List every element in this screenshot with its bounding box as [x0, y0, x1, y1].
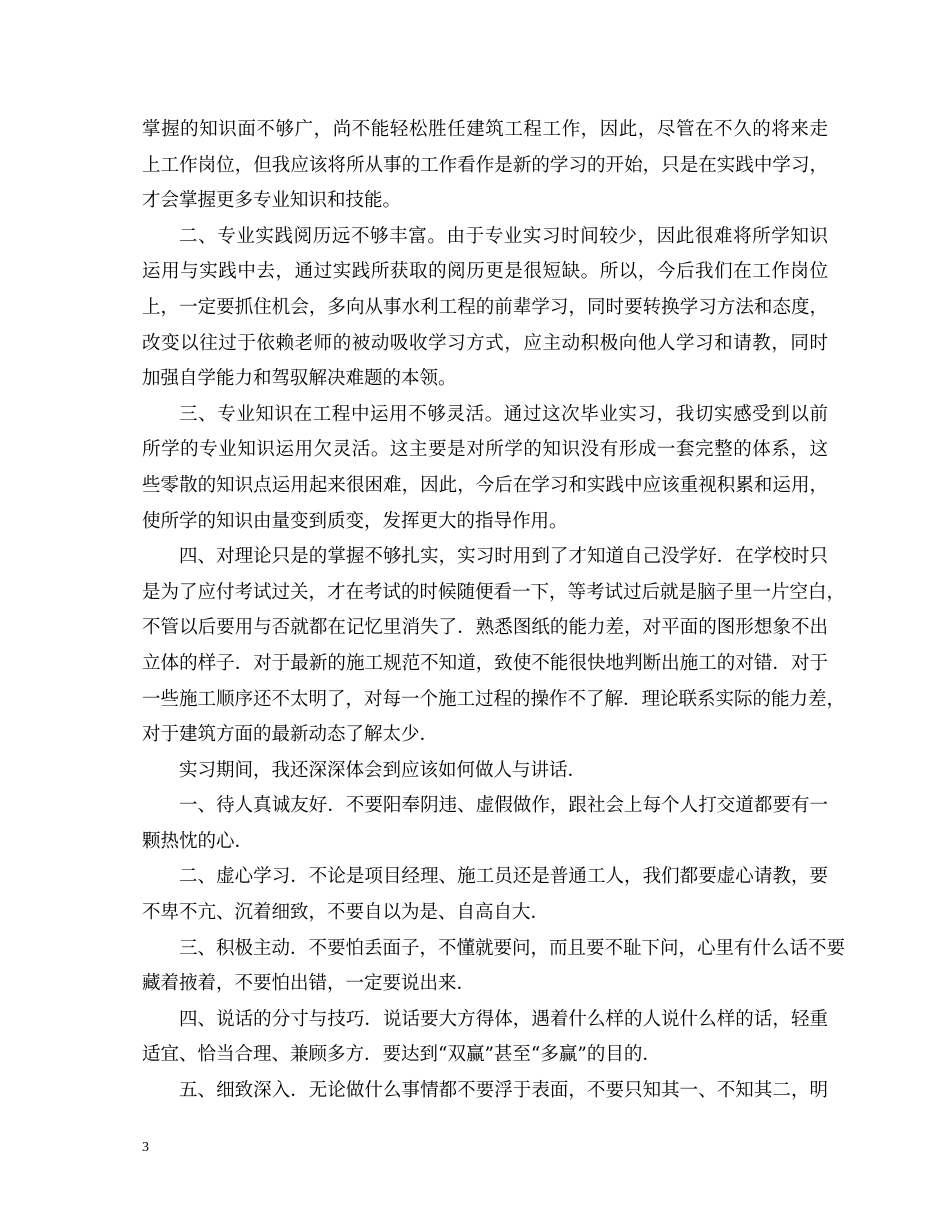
text-line: 上工作岗位，但我应该将所从事的工作看作是新的学习的开始，只是在实践中学习， — [142, 154, 828, 176]
text-line: 颗热忱的心． — [142, 830, 254, 852]
page-number: 3 — [142, 1140, 149, 1155]
text-line: 适宜、恰当合理、兼顾多方．要达到“双赢”甚至“多赢”的目的． — [142, 1044, 661, 1066]
text-line: 使所学的知识由量变到质变，发挥更大的指导作用。 — [142, 510, 568, 532]
text-line: 加强自学能力和驾驭解决难题的本领。 — [142, 368, 457, 390]
text-line: 四、对理论只是的掌握不够扎实，实习时用到了才知道自己没学好．在学校时只 — [179, 546, 828, 568]
text-line: 不卑不亢、沉着细致，不要自以为是、自高自大． — [142, 902, 550, 924]
text-line: 二、专业实践阅历远不够丰富。由于专业实习时间较少，因此很难将所学知识 — [179, 225, 828, 247]
text-line: 掌握的知识面不够广，尚不能轻松胜任建筑工程工作，因此，尽管在不久的将来走 — [142, 119, 828, 140]
text-line: 实习期间，我还深深体会到应该如何做人与讲话． — [179, 759, 587, 781]
text-line: 不管以后要用与否就都在记忆里消失了．熟悉图纸的能力差，对平面的图形想象不出 — [142, 617, 828, 639]
text-line: 些零散的知识点运用起来很困难，因此，今后在学习和实践中应该重视积累和运用， — [142, 474, 828, 496]
body-text — [142, 112, 846, 1109]
text-line: 三、积极主动．不要怕丢面子，不懂就要问，而且要不耻下问，心里有什么话不要 — [179, 937, 846, 959]
text-line: 四、说话的分寸与技巧．说话要大方得体，遇着什么样的人说什么样的话，轻重 — [179, 1008, 828, 1030]
text-line: 运用与实践中去，通过实践所获取的阅历更是很短缺。所以，今后我们在工作岗位 — [142, 261, 828, 283]
text-line: 对于建筑方面的最新动态了解太少． — [142, 724, 439, 746]
text-line: 三、专业知识在工程中运用不够灵活。通过这次毕业实习，我切实感受到以前 — [179, 403, 828, 425]
text-line: 五、细致深入．无论做什么事情都不要浮于表面，不要只知其一、不知其二，明 — [179, 1080, 828, 1102]
text-line: 上，一定要抓住机会，多向从事水利工程的前辈学习，同时要转换学习方法和态度， — [142, 296, 828, 318]
text-line: 立体的样子．对于最新的施工规范不知道，致使不能很快地判断出施工的对错．对于 — [142, 652, 828, 674]
text-line: 才会掌握更多专业知识和技能。 — [142, 190, 402, 212]
text-line: 改变以往过于依赖老师的被动吸收学习方式，应主动积极向他人学习和请教，同时 — [142, 332, 828, 354]
text-line: 所学的专业知识运用欠灵活。这主要是对所学的知识没有形成一套完整的体系，这 — [142, 439, 828, 461]
text-line: 一、待人真诚友好．不要阳奉阴违、虚假做作，跟社会上每个人打交道都要有一 — [179, 795, 828, 817]
text-line: 藏着掖着，不要怕出错，一定要说出来． — [142, 973, 476, 995]
text-line: 一些施工顺序还不太明了，对每一个施工过程的操作不了解．理论联系实际的能力差， — [142, 688, 846, 710]
text-line: 是为了应付考试过关，才在考试的时候随便看一下，等考试过后就是脑子里一片空白， — [142, 581, 846, 603]
text-line: 二、虚心学习．不论是项目经理、施工员还是普通工人，我们都要虚心请教，要 — [179, 866, 828, 888]
